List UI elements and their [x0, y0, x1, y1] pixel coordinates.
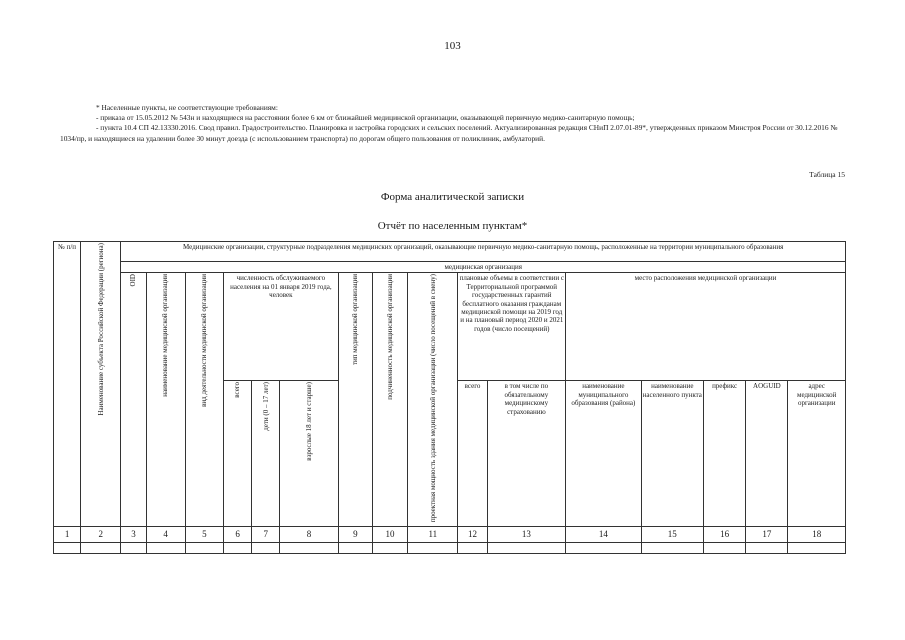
header-oms: в том числе по обязательному медицинскому страхованию: [487, 381, 565, 527]
header-type-text: тип медицинской организации: [351, 274, 360, 366]
report-title: Отчёт по населенным пунктам*: [377, 220, 528, 232]
header-population: численность обслуживаемого населения на 01 января 2019 года, человек: [224, 273, 339, 381]
empty-cell: [566, 542, 641, 553]
col-num-13: 13: [487, 526, 565, 542]
header-plan-total: всего: [458, 381, 487, 527]
header-subordination: [372, 273, 407, 527]
note-line-3: - пункта 10.4 СП 42.13330.2016. Свод правил. Градостроительство. Планировка и застройка городских и сельских поселений. Актуализированная редакция СНиП 2.07.01-89*, утвержденных приказом Минстроя России от 30.12.2016 № 1034/пр, и находящиеся на удалении более 30 минут доезда (с использованием транспорта) по дорогам общего пользования от поликлиник, амбулаторий.: [60, 123, 838, 143]
col-num-15: 15: [641, 526, 703, 542]
empty-cell: [280, 542, 338, 553]
col-num-12: 12: [458, 526, 487, 542]
header-adults: [280, 381, 338, 527]
empty-cell: [703, 542, 745, 553]
header-address: адрес медицинской организации: [788, 381, 846, 527]
header-pop-total: [224, 381, 252, 527]
empty-cell: [788, 542, 846, 553]
empty-cell: [54, 542, 81, 553]
header-pop-total-text: всего: [233, 382, 242, 399]
col-num-2: 2: [81, 526, 121, 542]
empty-cell: [372, 542, 407, 553]
column-number-row: [54, 526, 846, 542]
empty-cell: [224, 542, 252, 553]
header-children-text: дети (0 – 17 лет): [261, 382, 270, 432]
footnotes: [60, 103, 850, 144]
header-subordination-text: подчиненность медицинской организации: [385, 274, 394, 401]
empty-cell: [121, 542, 146, 553]
page-number: 103: [444, 40, 461, 52]
header-activity-text: вид деятельности медицинской организации: [200, 274, 209, 408]
col-num-9: 9: [338, 526, 372, 542]
header-capacity: [408, 273, 458, 527]
header-prefix: префикс: [703, 381, 745, 527]
empty-cell: [146, 542, 185, 553]
header-adults-text: взрослые 18 лет и старше): [304, 382, 313, 462]
empty-cell: [81, 542, 121, 553]
header-aoguid: AOGUID: [746, 381, 788, 527]
header-settlement: наименование населенного пункта: [641, 381, 703, 527]
empty-cell: [487, 542, 565, 553]
col-num-4: 4: [146, 526, 185, 542]
empty-cell: [458, 542, 487, 553]
col-num-1: 1: [54, 526, 81, 542]
header-subject-text: Наименование субъекта Российской Федерации (региона): [96, 243, 105, 416]
table-number: Таблица 15: [809, 170, 845, 179]
header-location: место расположения медицинской организации: [566, 273, 846, 381]
header-medorgs: Медицинские организации, структурные подразделения медицинских организаций, оказывающие первичную медико-санитарную помощь, расположенные на территории муниципального образования: [121, 242, 846, 262]
empty-data-row: [54, 542, 846, 553]
note-line-1: * Населенные пункты, не соответствующие требованиям:: [96, 103, 278, 112]
empty-cell: [338, 542, 372, 553]
col-num-7: 7: [252, 526, 280, 542]
col-num-16: 16: [703, 526, 745, 542]
empty-cell: [641, 542, 703, 553]
note-line-2: - приказа от 15.05.2012 № 543н и находящиеся на расстоянии более 6 км от ближайшей медицинской организации, оказывающей первичную медико-санитарную помощь;: [96, 113, 635, 123]
col-num-5: 5: [185, 526, 223, 542]
empty-cell: [408, 542, 458, 553]
header-subject: [81, 242, 121, 527]
header-oid-text: OID: [129, 274, 138, 287]
header-planned: плановые объемы в соответствии с Территориальной программой государственных гарантий бесплатного оказания гражданам медицинской помощи на 2019 год и на плановый период 2020 и 2021 годов (число посещений): [458, 273, 566, 381]
header-municipal: наименование муниципального образования (района): [566, 381, 641, 527]
form-title: Форма аналитической записки: [380, 191, 525, 203]
report-table: [53, 241, 846, 554]
header-type: [338, 273, 372, 527]
col-num-14: 14: [566, 526, 641, 542]
col-num-18: 18: [788, 526, 846, 542]
col-num-17: 17: [746, 526, 788, 542]
header-oid: [121, 273, 146, 527]
col-num-8: 8: [280, 526, 338, 542]
header-name-text: наименование медицинской организации: [161, 274, 170, 398]
header-capacity-text: проектная мощность здания медицинской организации (число посещений в смену): [428, 274, 437, 523]
header-children: [252, 381, 280, 527]
col-num-3: 3: [121, 526, 146, 542]
col-num-6: 6: [224, 526, 252, 542]
empty-cell: [252, 542, 280, 553]
empty-cell: [746, 542, 788, 553]
header-name: [146, 273, 185, 527]
header-activity: [185, 273, 223, 527]
header-num: № п/п: [54, 242, 81, 527]
col-num-10: 10: [372, 526, 407, 542]
empty-cell: [185, 542, 223, 553]
header-medorg: медицинская организация: [121, 262, 846, 273]
col-num-11: 11: [408, 526, 458, 542]
